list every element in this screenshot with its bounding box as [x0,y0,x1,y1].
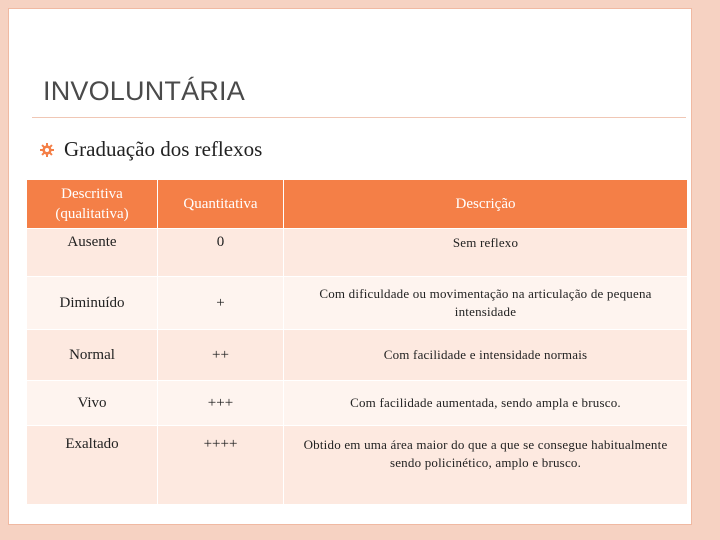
cell-descricao: Sem reflexo [284,229,688,277]
cell-descritiva: Diminuído [27,277,158,330]
cell-descricao: Obtido em uma área maior do que a que se consegue habitualmente sendo policinético, amplo e brusco. [284,426,688,505]
reflex-grading-table [26,179,688,505]
cell-quantitativa: ++++ [158,426,284,505]
title-divider [32,117,686,118]
cell-quantitativa: + [158,277,284,330]
table-row [27,277,688,330]
cell-quantitativa: +++ [158,381,284,426]
table-row [27,381,688,426]
slide-title: INVOLUNTÁRIA [43,76,245,106]
bullet-text: Graduação dos reflexos [64,137,263,161]
table-header-row [27,180,688,229]
cell-descritiva: Ausente [27,229,158,277]
gear-icon [40,143,54,157]
header-quantitativa: Quantitativa [158,180,284,229]
cell-quantitativa: 0 [158,229,284,277]
cell-quantitativa: ++ [158,330,284,381]
header-descritiva: Descritiva (qualitativa) [27,180,158,229]
bullet-item [40,137,262,162]
cell-descritiva: Normal [27,330,158,381]
cell-descricao: Com facilidade aumentada, sendo ampla e brusco. [284,381,688,426]
table-row [27,330,688,381]
table-row [27,229,688,277]
cell-descricao: Com dificuldade ou movimentação na articulação de pequena intensidade [284,277,688,330]
header-descricao: Descrição [284,180,688,229]
cell-descricao: Com facilidade e intensidade normais [284,330,688,381]
table-row [27,426,688,505]
cell-descritiva: Vivo [27,381,158,426]
cell-descritiva: Exaltado [27,426,158,505]
